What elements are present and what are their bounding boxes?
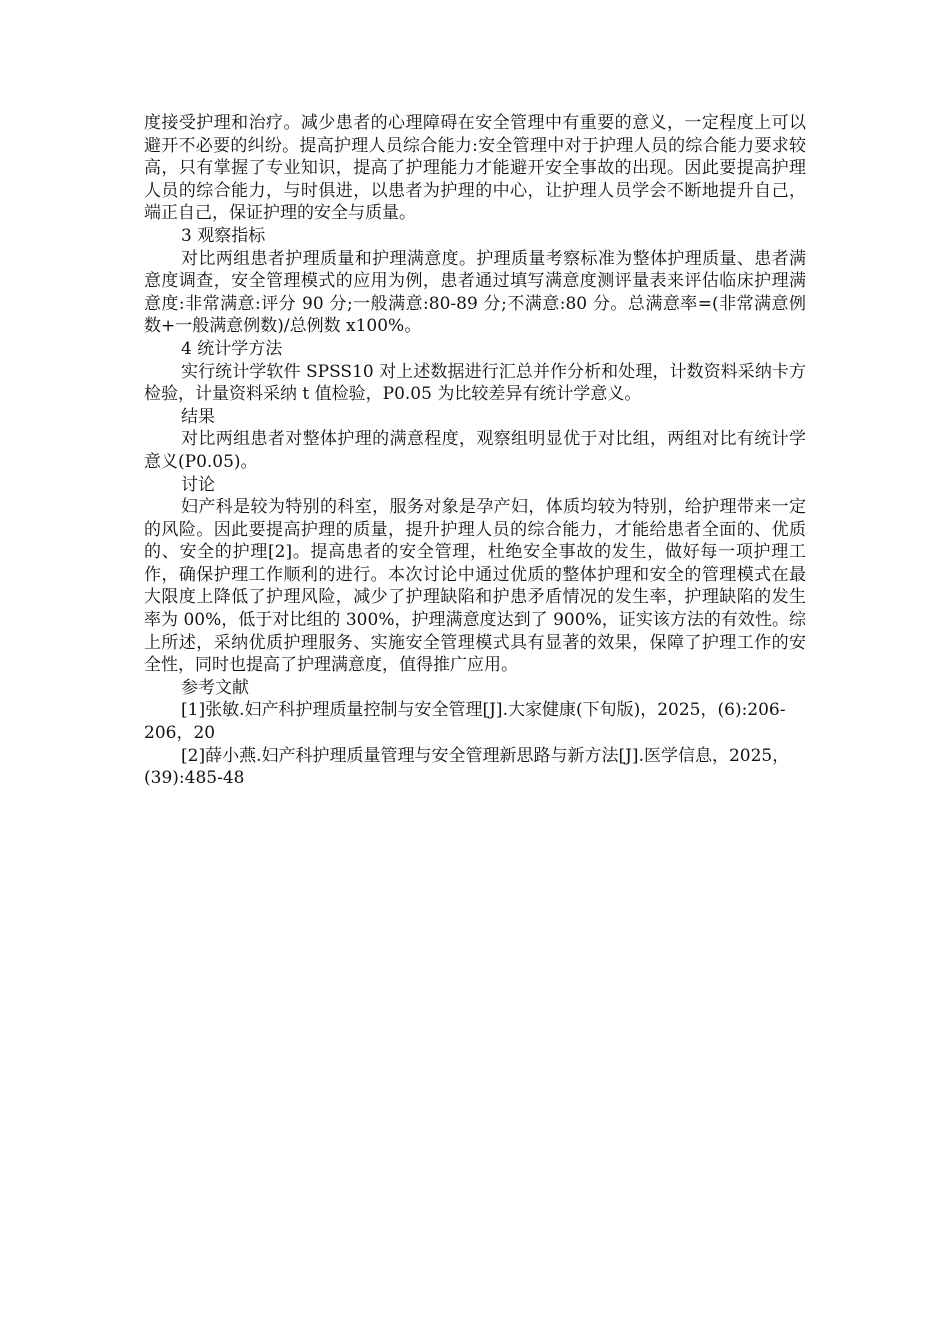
reference-item-1: [1]张敏.妇产科护理质量控制与安全管理[J].大家健康(下旬版)，2025，(6):206-206，20: [144, 700, 786, 744]
section-heading-discussion: 讨论: [181, 474, 215, 495]
section-heading-statistics: 4 统计学方法: [181, 338, 283, 359]
section-body-discussion: 妇产科是较为特别的科室，服务对象是孕产妇，体质均较为特别，给护理带来一定的风险。因此要提高护理的质量，提升护理人员的综合能力，才能给患者全面的、优质的、安全的护理[2]。提高患者的安全管理，杜绝安全事故的发生，做好每一项护理工作，确保护理工作顺利的进行。本次讨论中通过优质的整体护理和安全的管理模式在最大限度上降低了护理风险，减少了护理缺陷和护患矛盾情况的发生率，护理缺陷的发生率为 00%，低于对比组的 300%，护理满意度达到了 900%，证实该方法的有效性。综上所述，采纳优质护理服务、实施安全管理模式具有显著的效果，保障了护理工作的安全性，同时也提高了护理满意度，值得推广应用。: [144, 497, 806, 676]
section-heading-observation: 3 观察指标: [181, 225, 266, 246]
references-heading: 参考文献: [181, 677, 249, 698]
section-body-observation: 对比两组患者护理质量和护理满意度。护理质量考察标准为整体护理质量、患者满意度调查，安全管理模式的应用为例，患者通过填写满意度测评量表来评估临床护理满意度:非常满意:评分 90 分;一般满意:80-89 分;不满意:80 分。总满意率=(非常满意例数+一般满意例数)/总例数 x100%。: [144, 248, 806, 337]
section-body-results: 对比两组患者对整体护理的满意程度，观察组明显优于对比组，两组对比有统计学意义(P0.05)。: [144, 429, 806, 472]
reference-item-2: [2]薛小燕.妇产科护理质量管理与安全管理新思路与新方法[J].医学信息，2025，(39):485-48: [144, 745, 790, 789]
section-heading-results: 结果: [181, 406, 215, 427]
section-body-statistics: 实行统计学软件 SPSS10 对上述数据进行汇总并作分析和处理，计数资料采纳卡方检验，计量资料采纳 t 值检验，P0.05 为比较差异有统计学意义。: [144, 361, 806, 405]
document-page: [144, 112, 806, 790]
intro-paragraph: 度接受护理和治疗。减少患者的心理障碍在安全管理中有重要的意义，一定程度上可以避开不必要的纠纷。提高护理人员综合能力:安全管理中对于护理人员的综合能力要求较高，只有掌握了专业知识，提高了护理能力才能避开安全事故的出现。因此要提高护理人员的综合能力，与时俱进，以患者为护理的中心，让护理人员学会不断地提升自己，端正自己，保证护理的安全与质量。: [144, 113, 806, 224]
